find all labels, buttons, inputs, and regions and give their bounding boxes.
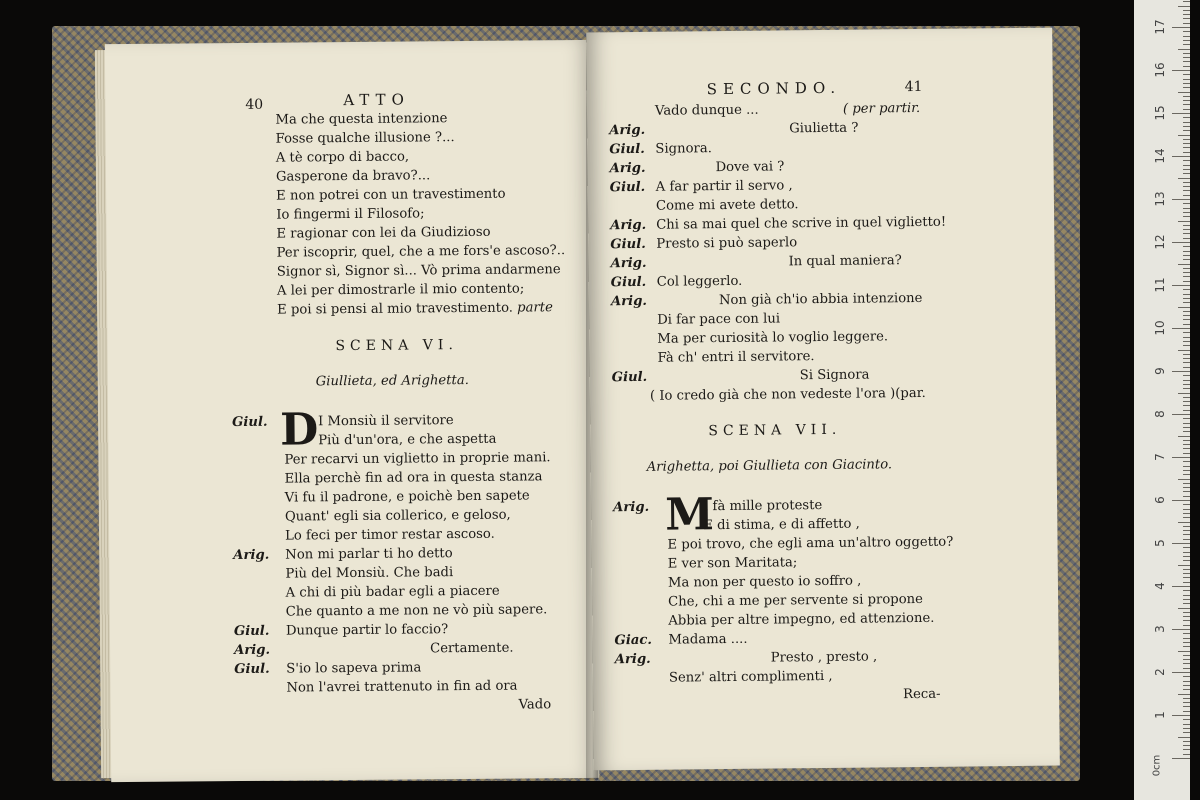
ruler-tick xyxy=(1183,268,1190,269)
ruler-tick xyxy=(1178,694,1190,695)
ruler-tick xyxy=(1183,526,1190,527)
ruler-tick xyxy=(1183,491,1190,492)
ruler-tick xyxy=(1183,663,1190,664)
dialogue-line: Che, chi a me per servente si propone xyxy=(668,591,924,610)
ruler-tick xyxy=(1183,569,1190,570)
dialogue-line: Abbia per altre impegno, ed attenzione. xyxy=(668,610,935,629)
ruler-number: 7 xyxy=(1153,453,1167,461)
verse-line: Per iscoprir, quel, che a me fors'e ascoso?.. xyxy=(276,243,566,261)
drop-cap: M xyxy=(664,489,715,541)
ruler-tick xyxy=(1172,457,1190,458)
ruler-tick xyxy=(1178,651,1190,652)
ruler-number: 4 xyxy=(1153,582,1167,590)
ruler-tick xyxy=(1172,242,1190,243)
ruler-tick xyxy=(1183,100,1190,101)
dialogue-line: Giulietta ? xyxy=(789,120,859,137)
ruler-tick xyxy=(1183,625,1190,626)
verse-line: Gasperone da bravo?... xyxy=(275,168,431,185)
ruler-tick xyxy=(1183,513,1190,514)
ruler-tick xyxy=(1183,698,1190,699)
dialogue-line: S'io lo sapeva prima xyxy=(286,660,422,677)
ruler-tick xyxy=(1183,96,1190,97)
ruler-tick xyxy=(1183,530,1190,531)
dialogue-line: Presto , presto , xyxy=(770,649,878,666)
ruler-tick xyxy=(1183,10,1190,11)
ruler-tick xyxy=(1172,27,1190,28)
ruler-tick xyxy=(1183,229,1190,230)
ruler-number: 12 xyxy=(1153,234,1167,250)
ruler-tick xyxy=(1183,74,1190,75)
ruler-tick xyxy=(1183,225,1190,226)
ruler-tick xyxy=(1183,66,1190,67)
dialogue-line: In qual maniera? xyxy=(788,253,902,270)
speaker-label: Giul. xyxy=(611,369,648,386)
ruler-tick xyxy=(1183,152,1190,153)
catchword: Reca- xyxy=(903,686,941,703)
ruler-tick xyxy=(1183,504,1190,505)
ruler-tick xyxy=(1183,599,1190,600)
dialogue-line: E poi trovo, che egli ama un'altro oggetto? xyxy=(667,534,954,553)
ruler-tick xyxy=(1183,620,1190,621)
ruler-tick xyxy=(1183,711,1190,712)
scene-characters: Giullieta, ed Arighetta. xyxy=(315,372,469,390)
ruler-tick xyxy=(1183,444,1190,445)
dialogue-line: A chi di più badar egli a piacere xyxy=(285,583,500,601)
ruler-tick xyxy=(1183,676,1190,677)
ruler-tick xyxy=(1183,595,1190,596)
ruler-tick xyxy=(1183,169,1190,170)
ruler-tick xyxy=(1183,147,1190,148)
ruler-tick xyxy=(1178,135,1190,136)
ruler-tick xyxy=(1183,1,1190,2)
ruler-tick xyxy=(1183,79,1190,80)
ruler-tick xyxy=(1183,83,1190,84)
stage-direction: ( per partir. xyxy=(842,100,921,117)
ruler-tick xyxy=(1183,685,1190,686)
ruler-tick xyxy=(1183,573,1190,574)
ruler-tick xyxy=(1183,246,1190,247)
ruler-tick xyxy=(1183,143,1190,144)
ruler-tick xyxy=(1183,272,1190,273)
verse-line: A tè corpo di bacco, xyxy=(275,149,410,166)
ruler-tick xyxy=(1183,496,1190,497)
ruler-tick xyxy=(1183,474,1190,475)
ruler-tick xyxy=(1183,401,1190,402)
ruler-tick xyxy=(1183,87,1190,88)
speaker-label: Arig. xyxy=(609,122,646,139)
dialogue-line: Vi fu il padrone, e poichè ben sapete xyxy=(284,488,530,506)
verse-text: E poi si pensi al mio travestimento. xyxy=(277,300,514,318)
ruler-tick xyxy=(1183,289,1190,290)
ruler-tick xyxy=(1183,276,1190,277)
dialogue-line: Senz' altri complimenti , xyxy=(668,668,833,686)
dialogue-line: Di far pace con lui xyxy=(657,311,781,328)
ruler-tick xyxy=(1178,178,1190,179)
ruler-tick xyxy=(1183,14,1190,15)
ruler-tick xyxy=(1172,629,1190,630)
ruler-tick xyxy=(1183,160,1190,161)
ruler-tick xyxy=(1183,556,1190,557)
ruler-tick xyxy=(1183,380,1190,381)
dialogue-line: Signora. xyxy=(655,141,712,157)
ruler-tick xyxy=(1183,40,1190,41)
ruler-tick xyxy=(1183,706,1190,707)
ruler-tick xyxy=(1183,195,1190,196)
dialogue-line: Ma per curiosità lo voglio leggere. xyxy=(657,329,889,347)
ruler-tick xyxy=(1183,397,1190,398)
speaker-label: Arig. xyxy=(610,217,647,234)
ruler-tick xyxy=(1183,255,1190,256)
ruler-tick xyxy=(1183,186,1190,187)
ruler-number: 14 xyxy=(1153,148,1167,164)
ruler-tick xyxy=(1172,543,1190,544)
ruler-tick xyxy=(1178,737,1190,738)
ruler-tick xyxy=(1178,393,1190,394)
ruler-tick xyxy=(1183,61,1190,62)
ruler-number: 17 xyxy=(1153,19,1167,35)
ruler-tick xyxy=(1183,216,1190,217)
ruler-number: 3 xyxy=(1153,625,1167,633)
ruler-tick xyxy=(1172,758,1190,759)
ruler-number: 16 xyxy=(1153,62,1167,78)
ruler-number: 6 xyxy=(1153,496,1167,504)
ruler-tick xyxy=(1183,427,1190,428)
verse-line: Io fingermi il Filosofo; xyxy=(276,206,425,223)
ruler-tick xyxy=(1183,423,1190,424)
ruler-tick xyxy=(1178,436,1190,437)
ruler-tick xyxy=(1183,36,1190,37)
ruler-tick xyxy=(1183,732,1190,733)
ruler-tick xyxy=(1183,702,1190,703)
ruler-tick xyxy=(1183,745,1190,746)
ruler-tick xyxy=(1183,139,1190,140)
dialogue-line: Madama .... xyxy=(668,631,748,648)
ruler-tick xyxy=(1183,233,1190,234)
ruler-tick xyxy=(1183,182,1190,183)
ruler-tick xyxy=(1183,109,1190,110)
scene-title: SCENA VII. xyxy=(708,421,842,440)
dialogue-line: Fà ch' entri il servitore. xyxy=(657,349,815,366)
ruler-tick xyxy=(1183,431,1190,432)
ruler-tick xyxy=(1183,487,1190,488)
ruler-tick xyxy=(1183,547,1190,548)
dialogue-line: Quant' egli sia collerico, e geloso, xyxy=(284,507,511,525)
ruler-tick xyxy=(1183,44,1190,45)
dialogue-line: I fà mille proteste xyxy=(703,498,823,515)
ruler-number: 2 xyxy=(1153,668,1167,676)
ruler-number: 15 xyxy=(1153,105,1167,121)
speaker-label: Giul. xyxy=(610,274,647,291)
ruler-tick xyxy=(1178,6,1190,7)
ruler-tick xyxy=(1183,724,1190,725)
speaker-label: Giul. xyxy=(232,414,268,431)
ruler-tick xyxy=(1172,500,1190,501)
ruler-tick xyxy=(1183,345,1190,346)
ruler-tick xyxy=(1183,659,1190,660)
ruler-tick xyxy=(1183,728,1190,729)
ruler-tick xyxy=(1183,577,1190,578)
ruler-tick xyxy=(1172,371,1190,372)
ruler-tick xyxy=(1172,285,1190,286)
dialogue-line: Vado dunque ... xyxy=(654,102,759,119)
ruler-tick xyxy=(1183,173,1190,174)
ruler-tick xyxy=(1178,350,1190,351)
ruler-tick xyxy=(1183,165,1190,166)
ruler-tick xyxy=(1178,92,1190,93)
dialogue-line: Non mi parlar ti ho detto xyxy=(285,546,453,563)
ruler-tick xyxy=(1183,31,1190,32)
ruler-tick xyxy=(1183,375,1190,376)
speaker-label: Giul. xyxy=(609,141,645,158)
dialogue-line: E ver son Maritata; xyxy=(667,555,798,572)
ruler-tick xyxy=(1183,238,1190,239)
verse-line: Fosse qualche illusione ?... xyxy=(275,130,455,147)
verse-line: E non potrei con un travestimento xyxy=(276,186,506,204)
catchword: Vado xyxy=(518,697,552,713)
ruler-tick xyxy=(1183,130,1190,131)
dialogue-line: Si Signora xyxy=(799,367,870,384)
dialogue-line: Lo feci per timor restar ascoso. xyxy=(285,526,495,544)
ruler-tick xyxy=(1172,586,1190,587)
speaker-label: Giul. xyxy=(233,623,270,640)
ruler-tick xyxy=(1183,251,1190,252)
ruler-tick xyxy=(1183,341,1190,342)
ruler-tick xyxy=(1172,113,1190,114)
scene-characters: Arighetta, poi Giullieta con Giacinto. xyxy=(646,457,893,475)
ruler-number: 13 xyxy=(1153,191,1167,207)
running-header-left: ATTO xyxy=(343,90,410,110)
ruler-tick xyxy=(1183,358,1190,359)
ruler-number: 9 xyxy=(1153,367,1167,375)
ruler-tick xyxy=(1183,104,1190,105)
speaker-label: Giac. xyxy=(614,632,653,649)
ruler-tick xyxy=(1183,539,1190,540)
ruler-tick xyxy=(1172,715,1190,716)
ruler-tick xyxy=(1183,208,1190,209)
dialogue-line: Presto si può saperlo xyxy=(656,235,798,252)
verse-line: Signor sì, Signor sì... Vò prima andarmene xyxy=(276,262,561,280)
ruler-tick xyxy=(1183,560,1190,561)
stage-direction: parte xyxy=(517,300,553,316)
dialogue-line: Come mi avete detto. xyxy=(655,197,799,214)
ruler-tick xyxy=(1183,517,1190,518)
ruler-tick xyxy=(1183,646,1190,647)
dialogue-line: Dunque partir lo faccio? xyxy=(285,622,449,639)
speaker-label: Arig. xyxy=(613,499,650,516)
ruler-tick xyxy=(1183,440,1190,441)
ruler-tick xyxy=(1183,689,1190,690)
ruler-tick xyxy=(1178,608,1190,609)
ruler-number: 10 xyxy=(1153,320,1167,336)
speaker-label: Arig. xyxy=(233,547,270,564)
ruler-tick xyxy=(1183,603,1190,604)
ruler-tick xyxy=(1183,212,1190,213)
dialogue-line: Col leggerlo. xyxy=(656,273,743,290)
ruler-tick xyxy=(1183,190,1190,191)
ruler-tick xyxy=(1183,122,1190,123)
page-number-right: 41 xyxy=(904,78,923,96)
ruler-tick xyxy=(1183,655,1190,656)
dialogue-line: ( Io credo già che non vedeste l'ora )(par. xyxy=(649,385,926,404)
ruler-tick xyxy=(1183,448,1190,449)
dialogue-line: Più d'un'ora, e che aspetta xyxy=(318,431,497,449)
ruler-tick xyxy=(1183,616,1190,617)
ruler-tick xyxy=(1183,466,1190,467)
dialogue-line: A far partir il servo , xyxy=(655,178,793,195)
ruler-tick xyxy=(1183,332,1190,333)
ruler-tick xyxy=(1183,741,1190,742)
dialogue-line: Ella perchè fin ad ora in questa stanza xyxy=(284,469,543,487)
speaker-label: Giul. xyxy=(609,179,646,196)
verse-line: A lei per dimostrarle il mio contento; xyxy=(276,281,525,299)
ruler-tick xyxy=(1183,405,1190,406)
ruler-tick xyxy=(1178,479,1190,480)
speaker-label: Arig. xyxy=(614,651,651,668)
ruler-tick xyxy=(1183,18,1190,19)
ruler-tick xyxy=(1183,582,1190,583)
ruler-tick xyxy=(1183,470,1190,471)
ruler-tick xyxy=(1183,203,1190,204)
ruler-tick xyxy=(1183,612,1190,613)
speaker-label: Arig. xyxy=(609,160,646,177)
ruler-tick xyxy=(1183,388,1190,389)
ruler-tick xyxy=(1183,509,1190,510)
dialogue-line: Non già ch'io abbia intenzione xyxy=(718,290,923,309)
ruler-tick xyxy=(1172,672,1190,673)
dialogue-line: Chi sa mai quel che scrive in quel viglietto! xyxy=(656,214,947,233)
ruler-tick xyxy=(1183,754,1190,755)
ruler-number: 5 xyxy=(1153,539,1167,547)
ruler-tick xyxy=(1183,259,1190,260)
ruler-tick xyxy=(1183,453,1190,454)
speaker-label: Giul. xyxy=(234,661,270,678)
ruler-tick xyxy=(1183,315,1190,316)
ruler-tick xyxy=(1183,294,1190,295)
ruler-number: 11 xyxy=(1153,277,1167,293)
dialogue-line: Dove vai ? xyxy=(715,159,785,176)
verse-line xyxy=(277,300,553,318)
left-page xyxy=(105,40,599,782)
ruler-tick xyxy=(1183,638,1190,639)
ruler-tick xyxy=(1183,418,1190,419)
dialogue-line: Ma non per questo io soffro , xyxy=(667,573,862,591)
right-page xyxy=(586,28,1060,771)
ruler-tick xyxy=(1183,461,1190,462)
ruler-tick xyxy=(1183,23,1190,24)
speaker-label: Arig. xyxy=(610,293,648,310)
ruler-tick xyxy=(1183,681,1190,682)
ruler-tick xyxy=(1178,307,1190,308)
ruler-tick xyxy=(1183,410,1190,411)
ruler-tick xyxy=(1183,354,1190,355)
dialogue-line: Più del Monsiù. Che badi xyxy=(285,565,454,582)
ruler-tick xyxy=(1183,749,1190,750)
ruler-tick xyxy=(1183,534,1190,535)
dialogue-line: Non l'avrei trattenuto in fin ad ora xyxy=(286,678,518,696)
ruler-tick xyxy=(1183,324,1190,325)
dialogue-line: I Monsiù il servitore xyxy=(318,413,454,430)
verse-line: E ragionar con lei da Giudizioso xyxy=(276,224,491,242)
ruler-tick xyxy=(1183,311,1190,312)
ruler-tick xyxy=(1183,281,1190,282)
ruler-tick xyxy=(1183,117,1190,118)
ruler-tick xyxy=(1183,319,1190,320)
scene-title: SCENA VI. xyxy=(335,337,458,355)
ruler-unit-label: 0cm xyxy=(1151,754,1163,777)
ruler-tick xyxy=(1183,362,1190,363)
ruler-tick xyxy=(1183,668,1190,669)
dialogue-line: Certamente. xyxy=(430,640,514,657)
dialogue-line: Per recarvi un viglietto in proprie mani. xyxy=(284,450,551,468)
ruler-tick xyxy=(1183,337,1190,338)
ruler-tick xyxy=(1183,57,1190,58)
ruler-tick xyxy=(1183,633,1190,634)
ruler-number: 8 xyxy=(1153,410,1167,418)
ruler-tick xyxy=(1178,49,1190,50)
verse-line: Ma che questa intenzione xyxy=(275,111,448,128)
ruler-tick xyxy=(1172,328,1190,329)
ruler-tick xyxy=(1178,522,1190,523)
ruler-tick xyxy=(1183,302,1190,303)
measurement-ruler xyxy=(1134,0,1190,800)
ruler-tick xyxy=(1172,414,1190,415)
ruler-tick xyxy=(1183,552,1190,553)
ruler-tick xyxy=(1183,126,1190,127)
speaker-label: Arig. xyxy=(234,642,271,659)
ruler-tick xyxy=(1178,221,1190,222)
ruler-number: 1 xyxy=(1153,711,1167,719)
ruler-tick xyxy=(1183,384,1190,385)
ruler-tick xyxy=(1172,156,1190,157)
ruler-tick xyxy=(1183,719,1190,720)
ruler-tick xyxy=(1183,298,1190,299)
speaker-label: Giul. xyxy=(610,236,646,253)
ruler-tick xyxy=(1183,53,1190,54)
ruler-tick xyxy=(1183,590,1190,591)
ruler-tick xyxy=(1183,367,1190,368)
dialogue-line: E di stima, e di affetto , xyxy=(703,516,860,534)
ruler-tick xyxy=(1183,483,1190,484)
ruler-tick xyxy=(1172,70,1190,71)
dialogue-line: Che quanto a me non ne vò più sapere. xyxy=(285,602,548,620)
ruler-tick xyxy=(1172,199,1190,200)
drop-cap: D xyxy=(279,404,319,456)
running-header-right: SECONDO. xyxy=(706,78,842,99)
page-number-left: 40 xyxy=(245,96,264,113)
speaker-label: Arig. xyxy=(610,255,647,272)
ruler-tick xyxy=(1178,264,1190,265)
ruler-tick xyxy=(1183,642,1190,643)
ruler-tick xyxy=(1178,565,1190,566)
